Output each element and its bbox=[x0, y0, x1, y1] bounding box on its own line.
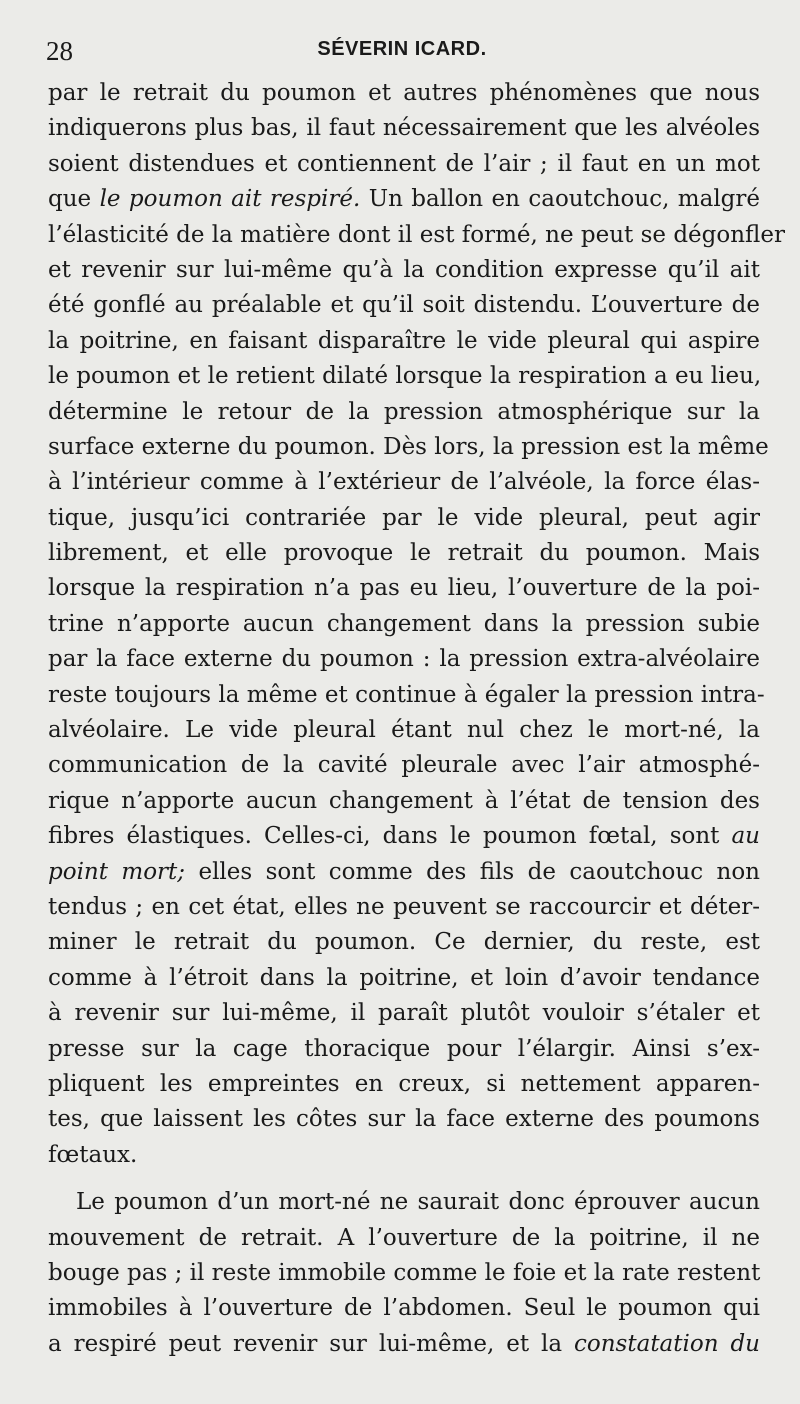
text-line: Le poumon d’un mort-né ne saurait donc éprouver aucun bbox=[76, 1189, 760, 1216]
text-line: mouvement de retrait. A l’ouverture de la poitrine, il ne bbox=[48, 1224, 760, 1251]
text-line: miner le retrait du poumon. Ce dernier, du reste, est bbox=[48, 929, 760, 956]
running-title: SÉVERIN ICARD. bbox=[317, 38, 487, 60]
body-text bbox=[48, 76, 785, 1362]
text-line: rique n’apporte aucun changement à l’état de tension des bbox=[48, 787, 760, 814]
text-line: soient distendues et contiennent de l’air ; il faut en un mot bbox=[48, 150, 760, 177]
text-line: lorsque la respiration n’a pas eu lieu, l’ouverture de la poi- bbox=[48, 575, 760, 602]
text-line: que le poumon ait respiré. Un ballon en caoutchouc, malgré bbox=[48, 186, 760, 213]
text-line: la poitrine, en faisant disparaître le vide pleural qui aspire bbox=[48, 327, 760, 354]
text-line: le poumon et le retient dilaté lorsque la respiration a eu lieu, bbox=[48, 363, 762, 390]
text-line: et revenir sur lui-même qu’à la condition expresse qu’il ait bbox=[48, 256, 760, 283]
text-line: détermine le retour de la pression atmosphérique sur la bbox=[48, 398, 760, 425]
text-line: fibres élastiques. Celles-ci, dans le poumon fœtal, sont au bbox=[48, 823, 760, 850]
text-line: pliquent les empreintes en creux, si nettement apparen- bbox=[48, 1070, 760, 1097]
text-line: bouge pas ; il reste immobile comme le foie et la rate restent bbox=[48, 1259, 761, 1286]
text-line: tendus ; en cet état, elles ne peuvent se raccourcir et déter- bbox=[48, 893, 760, 920]
text-line: été gonflé au préalable et qu’il soit distendu. L’ouverture de bbox=[48, 292, 760, 319]
italic-text: point mort; bbox=[48, 858, 186, 885]
text-line: a respiré peut revenir sur lui-même, et la constatation du bbox=[48, 1330, 760, 1357]
text-line: indiquerons plus bas, il faut nécessairement que les alvéoles bbox=[48, 115, 760, 142]
text-line: presse sur la cage thoracique pour l’élargir. Ainsi s’ex- bbox=[48, 1035, 760, 1062]
text-line: trine n’apporte aucun changement dans la pression subie bbox=[48, 610, 760, 637]
page-number: 28 bbox=[46, 36, 73, 66]
text-line: à l’intérieur comme à l’extérieur de l’alvéole, la force élas- bbox=[48, 469, 760, 496]
text-line: l’élasticité de la matière dont il est formé, ne peut se dégonfler bbox=[48, 221, 785, 248]
text-line: communication de la cavité pleurale avec l’air atmosphé- bbox=[48, 752, 760, 779]
text-line: fœtaux. bbox=[48, 1141, 138, 1168]
paragraph bbox=[48, 76, 785, 1173]
italic-text: au bbox=[731, 823, 760, 850]
italic-text: le poumon ait respiré. bbox=[99, 186, 361, 213]
text-line: comme à l’étroit dans la poitrine, et loin d’avoir tendance bbox=[48, 964, 760, 991]
running-head bbox=[44, 30, 760, 70]
text-line: par la face externe du poumon : la pression extra-alvéolaire bbox=[48, 646, 760, 673]
text-line: reste toujours la même et continue à égaler la pression intra- bbox=[48, 681, 765, 708]
paragraph bbox=[48, 1185, 760, 1362]
text-line: point mort; elles sont comme des fils de caoutchouc non bbox=[48, 858, 760, 885]
text-line: à revenir sur lui-même, il paraît plutôt vouloir s’étaler et bbox=[48, 1000, 760, 1027]
text-line: immobiles à l’ouverture de l’abdomen. Seul le poumon qui bbox=[48, 1295, 760, 1322]
italic-text: constatation du bbox=[574, 1330, 760, 1357]
text-line: librement, et elle provoque le retrait du poumon. Mais bbox=[48, 540, 760, 567]
text-line: alvéolaire. Le vide pleural étant nul chez le mort-né, la bbox=[48, 717, 760, 744]
text-line: surface externe du poumon. Dès lors, la pression est la même bbox=[48, 433, 769, 460]
text-line: tes, que laissent les côtes sur la face externe des poumons bbox=[48, 1106, 760, 1133]
text-line: par le retrait du poumon et autres phénomènes que nous bbox=[48, 80, 760, 106]
text-line: tique, jusqu’ici contrariée par le vide pleural, peut agir bbox=[48, 504, 760, 531]
